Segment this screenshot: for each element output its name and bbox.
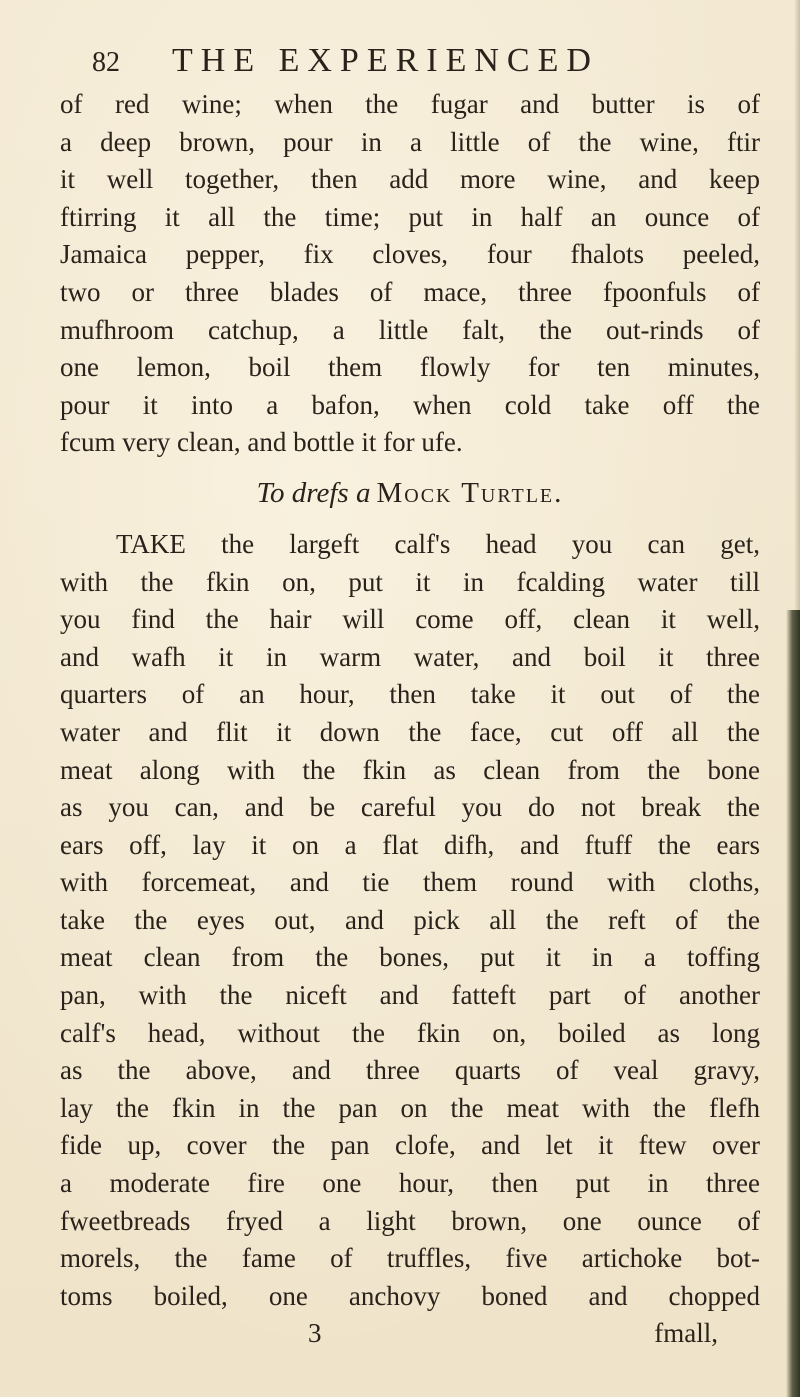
heading-title: Mock Turtle. [376, 476, 564, 509]
text-line: fweetbreads fryed a light brown, one ounce of [60, 1205, 760, 1236]
text-line: a moderate fire one hour, then put in three [60, 1168, 760, 1199]
text-line: calf's head, without the fkin on, boiled as long [60, 1017, 760, 1048]
text-line: pan, with the niceft and fatteft part of another [60, 980, 760, 1011]
text-line: it well together, then add more wine, and keep [60, 164, 760, 195]
text-line: Jamaica pepper, fix cloves, four fhalots peeled, [60, 239, 760, 270]
text-line: meat clean from the bones, put it in a toffing [60, 942, 760, 973]
text-line: one lemon, boil them flowly for ten minutes, [60, 352, 760, 383]
text-line: TAKE the largeft calf's head you can get, [116, 528, 760, 559]
text-line: pour it into a bafon, when cold take off the [60, 389, 760, 420]
page-text [60, 86, 760, 1353]
recipe-heading [60, 472, 760, 514]
running-head [92, 40, 692, 82]
heading-prefix: To drefs a [256, 476, 371, 509]
text-line: as the above, and three quarts of veal gravy, [60, 1055, 760, 1086]
page-edge-shadow [794, 0, 800, 610]
signature-mark: 3 [308, 1318, 322, 1349]
text-line: ears off, lay it on a flat difh, and ftuff the ears [60, 829, 760, 860]
text-line: fide up, cover the pan clofe, and let it ftew over [60, 1130, 760, 1161]
text-line: mufhroom catchup, a little falt, the out-rinds of [60, 314, 760, 345]
text-line: you find the hair will come off, clean it well, [60, 604, 760, 635]
text-line: as you can, and be careful you do not break the [60, 792, 760, 823]
catchword: fmall, [654, 1318, 718, 1349]
text-line: water and flit it down the face, cut off all the [60, 716, 760, 747]
text-line: quarters of an hour, then take it out of the [60, 679, 760, 710]
text-line: meat along with the fkin as clean from the bone [60, 754, 760, 785]
text-line: ftirring it all the time; put in half an ounce of [60, 201, 760, 232]
page-footer [60, 1315, 760, 1353]
page-number: 82 [92, 47, 120, 78]
text-line: with the fkin on, put it in fcalding water till [60, 566, 760, 597]
running-title: THE EXPERIENCED [172, 42, 599, 79]
text-line: a deep brown, pour in a little of the wine, ftir [60, 126, 760, 157]
text-line: fcum very clean, and bottle it for ufe. [60, 427, 463, 458]
text-line: two or three blades of mace, three fpoonfuls of [60, 276, 760, 307]
text-line: lay the fkin in the pan on the meat with the flefh [60, 1092, 760, 1123]
text-line: toms boiled, one anchovy boned and chopped [60, 1280, 760, 1311]
page-edge-shadow [786, 610, 800, 1397]
text-line: morels, the fame of truffles, five artichoke bot- [60, 1243, 760, 1274]
text-line: take the eyes out, and pick all the reft of the [60, 904, 760, 935]
text-line: and wafh it in warm water, and boil it three [60, 641, 760, 672]
text-line: of red wine; when the fugar and butter is of [60, 89, 760, 119]
text-line: with forcemeat, and tie them round with cloths, [60, 867, 760, 898]
